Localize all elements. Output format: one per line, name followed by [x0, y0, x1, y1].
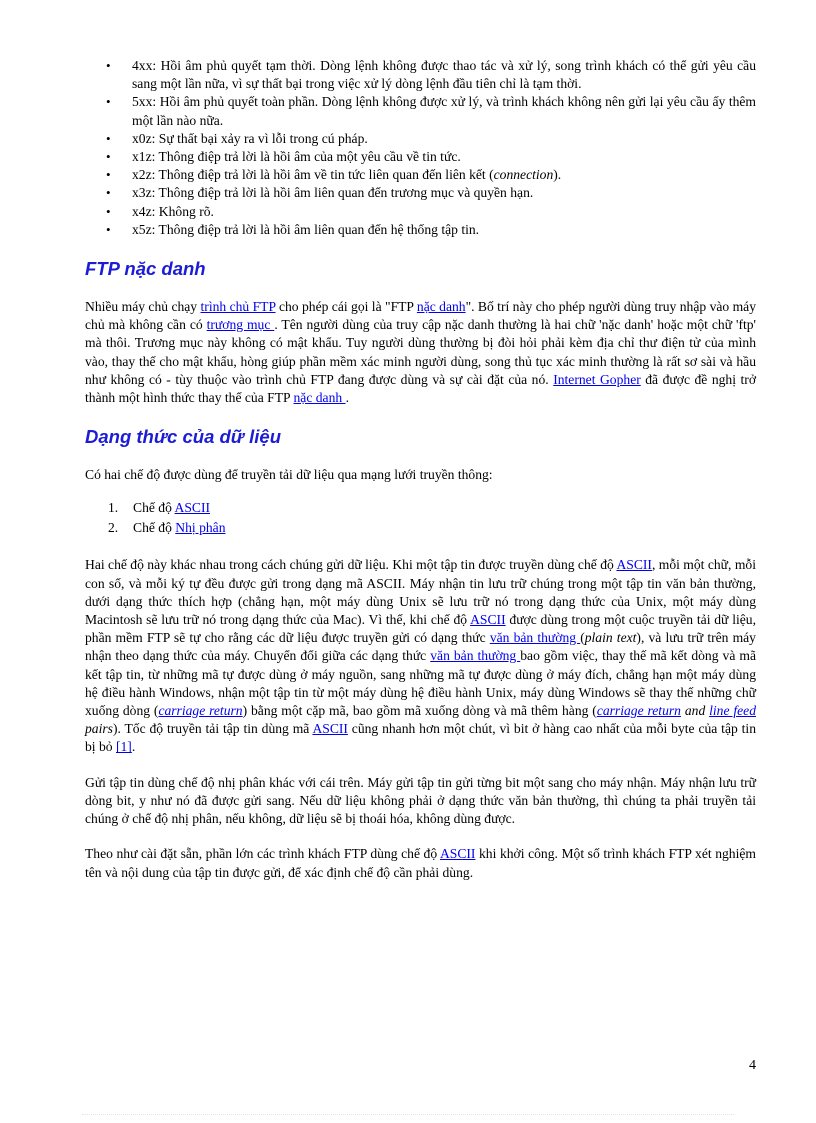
text: ( [580, 630, 585, 646]
text: Hai chế độ này khác nhau trong cách chúng gửi dữ liệu. Khi một tập tin được truyền dùng chế độ [85, 557, 617, 573]
text: Theo như cài đặt sẵn, phần lớn các trình khách FTP dùng chế độ [85, 846, 440, 862]
link-ascii[interactable]: ASCII [616, 557, 652, 573]
text: x2z: Thông điệp trả lời là hồi âm về tin tức liên quan đến liên kết ( [132, 167, 494, 183]
list-item: • x4z: Không rõ. [132, 203, 756, 221]
text: ). Tốc độ truyền tải tập tin dùng mã [112, 721, 313, 737]
list-item: • x1z: Thông điệp trả lời là hồi âm của một yêu cầu về tin tức. [132, 148, 756, 166]
link-ascii[interactable]: ASCII [439, 846, 476, 862]
section-heading-data-format: Dạng thức của dữ liệu [85, 426, 282, 448]
binary-mode-paragraph: Gửi tập tin dùng chế độ nhị phân khác với cái trên. Máy gửi tập tin gửi từng bit một sang cho máy nhận. Máy nhận lưu trữ dòng bit, y như nó đã được gửi sang. Nếu dữ liệu không phải ở dạng thức văn bản thường, thì chúng ta phải truyền tải chúng ở chế độ nhị phân, nếu không, dữ liệu sẽ bị thoái hóa, không dùng được. [85, 774, 756, 827]
list-item [108, 518, 756, 538]
text: cho phép cái gọi là "FTP [275, 299, 417, 315]
text: . Tên người dùng của truy cập nặc danh thường là hai chữ 'nặc danh' hoặc một chữ 'ftp' mà thôi. Trương mục này không có mật khẩu. Tuy người dùng thường bị đòi hỏi phải kèm địa chỉ thư điện tử của mình vào, thay thế cho mật khẩu, hòng giúp phần mềm xác minh người dùng, song thủ tục xác minh thường là rất sơ sài và hầu như không có - tùy thuộc vào trình chủ FTP đang được dùng và sự cài đặt của nó. [85, 317, 756, 387]
text: khi khởi công. Một số trình khách FTP xét nghiệm tên và nội dung của tập tin được gửi, để xác định chế độ cần phải dùng. [85, 846, 756, 880]
text: , mỗi một chữ, mỗi con số, và mỗi ký tự đều được gửi trong dạng mã ASCII. Máy nhận tin lưu trữ chúng trong một tập tin văn bản thường, dưới dạng thức thích hợp (chẳng hạn, một máy dùng Unix sẽ lưu trữ nó trong dạng thức của Unix, một máy dùng Macintosh sẽ lưu trữ nó trong dạng thức của Mac). Vì thế, khi chế độ [85, 557, 756, 628]
link-ascii-mode[interactable]: ASCII [174, 500, 211, 516]
link-ftp-server[interactable]: trình chủ FTP [200, 299, 276, 315]
italic-term: plain text [584, 630, 637, 646]
link-anonymous-2[interactable]: nặc danh [293, 390, 346, 406]
text: Nhiều máy chủ chạy [85, 299, 201, 315]
link-internet-gopher[interactable]: Internet Gopher [553, 371, 641, 387]
italic-term: connection [493, 167, 554, 183]
link-ascii[interactable]: ASCII [470, 612, 506, 628]
transfer-mode-list [85, 498, 756, 538]
data-format-intro: Có hai chế độ được dùng để truyền tải dữ liệu qua mạng lưới truyền thông: [85, 467, 493, 483]
list-item: • 4xx: Hồi âm phủ quyết tạm thời. Dòng lệnh không được thao tác và xử lý, song trình khách có thể gửi yêu cầu sang một lần nữa, vì sự thất bại trong việc xử lý dòng lệnh đầu tiên chỉ là tạm thời. [132, 57, 756, 93]
link-plain-text[interactable]: văn bản thường [430, 648, 521, 664]
link-carriage-return[interactable]: carriage return [158, 703, 243, 719]
link-anonymous[interactable]: nặc danh [416, 299, 466, 315]
link-ascii[interactable]: ASCII [312, 721, 348, 737]
text: đã được đề nghị trở thành một hình thức thay thế của FTP [85, 371, 757, 406]
anonymous-ftp-paragraph [85, 298, 756, 407]
text: được dùng trong một cuộc truyền tải dữ liệu, phần mềm FTP sẽ tự cho rằng các dữ liệu được truyền gửi có dạng thức [85, 612, 756, 646]
list-number: 2. [108, 520, 119, 536]
document-page [85, 57, 756, 882]
list-item: • 5xx: Hồi âm phủ quyết toàn phần. Dòng lệnh không được xử lý, và trình khách không nên gửi lại yêu cầu ấy thêm một lần nào nữa. [132, 93, 756, 129]
italic-term: and [680, 703, 710, 719]
list-item: • x0z: Sự thất bại xảy ra vì lỗi trong cú pháp. [132, 130, 756, 148]
list-number: 1. [108, 500, 119, 516]
link-carriage-return[interactable]: carriage return [596, 703, 681, 719]
response-code-list [85, 57, 756, 239]
text: . [345, 390, 349, 406]
text: cũng nhanh hơn một chút, vì bit ở hàng cao nhất của mỗi byte của tập tin bị bỏ [85, 721, 756, 755]
text: bao gồm việc, thay thế mã kết dòng và mã kết tập tin, từ những mã tự được dùng ở máy nguồn, sang những mã tự được dùng ở máy đích, chẳng hạn một máy dùng hệ điều hành Windows, nhận một tập tin từ một máy dùng hệ điều hành Unix, máy dùng Windows sẽ thay thế những chữ xuống dòng ( [85, 648, 756, 719]
footer-divider [82, 1114, 734, 1115]
text: . [131, 739, 136, 755]
text: ". Bố trí này cho phép người dùng truy nhập vào máy chủ mà không cần có [85, 299, 756, 333]
list-item: • x5z: Thông điệp trả lời là hồi âm liên quan đến hệ thống tập tin. [132, 221, 756, 239]
section-heading-anonymous-ftp: FTP nặc danh [85, 258, 206, 280]
link-plain-text[interactable]: văn bản thường [489, 630, 581, 646]
text: ), và lưu trữ trên máy nhận theo dạng thức của máy. Chuyển đổi giữa các dạng thức [85, 630, 756, 664]
list-item [132, 166, 756, 184]
text: ). [553, 167, 562, 183]
page-number: 4 [749, 1058, 756, 1073]
text: Chế độ [133, 500, 175, 516]
default-mode-paragraph [85, 845, 756, 881]
link-footnote-1[interactable]: [1] [115, 739, 132, 755]
text: ) bằng một cặp mã, bao gồm mã xuống dòng và mã thêm hàng ( [242, 703, 597, 719]
italic-term: pairs [85, 721, 113, 737]
link-binary-mode[interactable]: Nhị phân [175, 520, 226, 536]
link-line-feed[interactable]: line feed [709, 703, 756, 719]
modes-paragraph [85, 556, 756, 756]
list-item [108, 498, 756, 518]
text: Chế độ [133, 520, 176, 536]
list-item: • x3z: Thông điệp trả lời là hồi âm liên quan đến trương mục và quyền hạn. [132, 184, 756, 202]
link-account[interactable]: trương mục [206, 317, 275, 333]
